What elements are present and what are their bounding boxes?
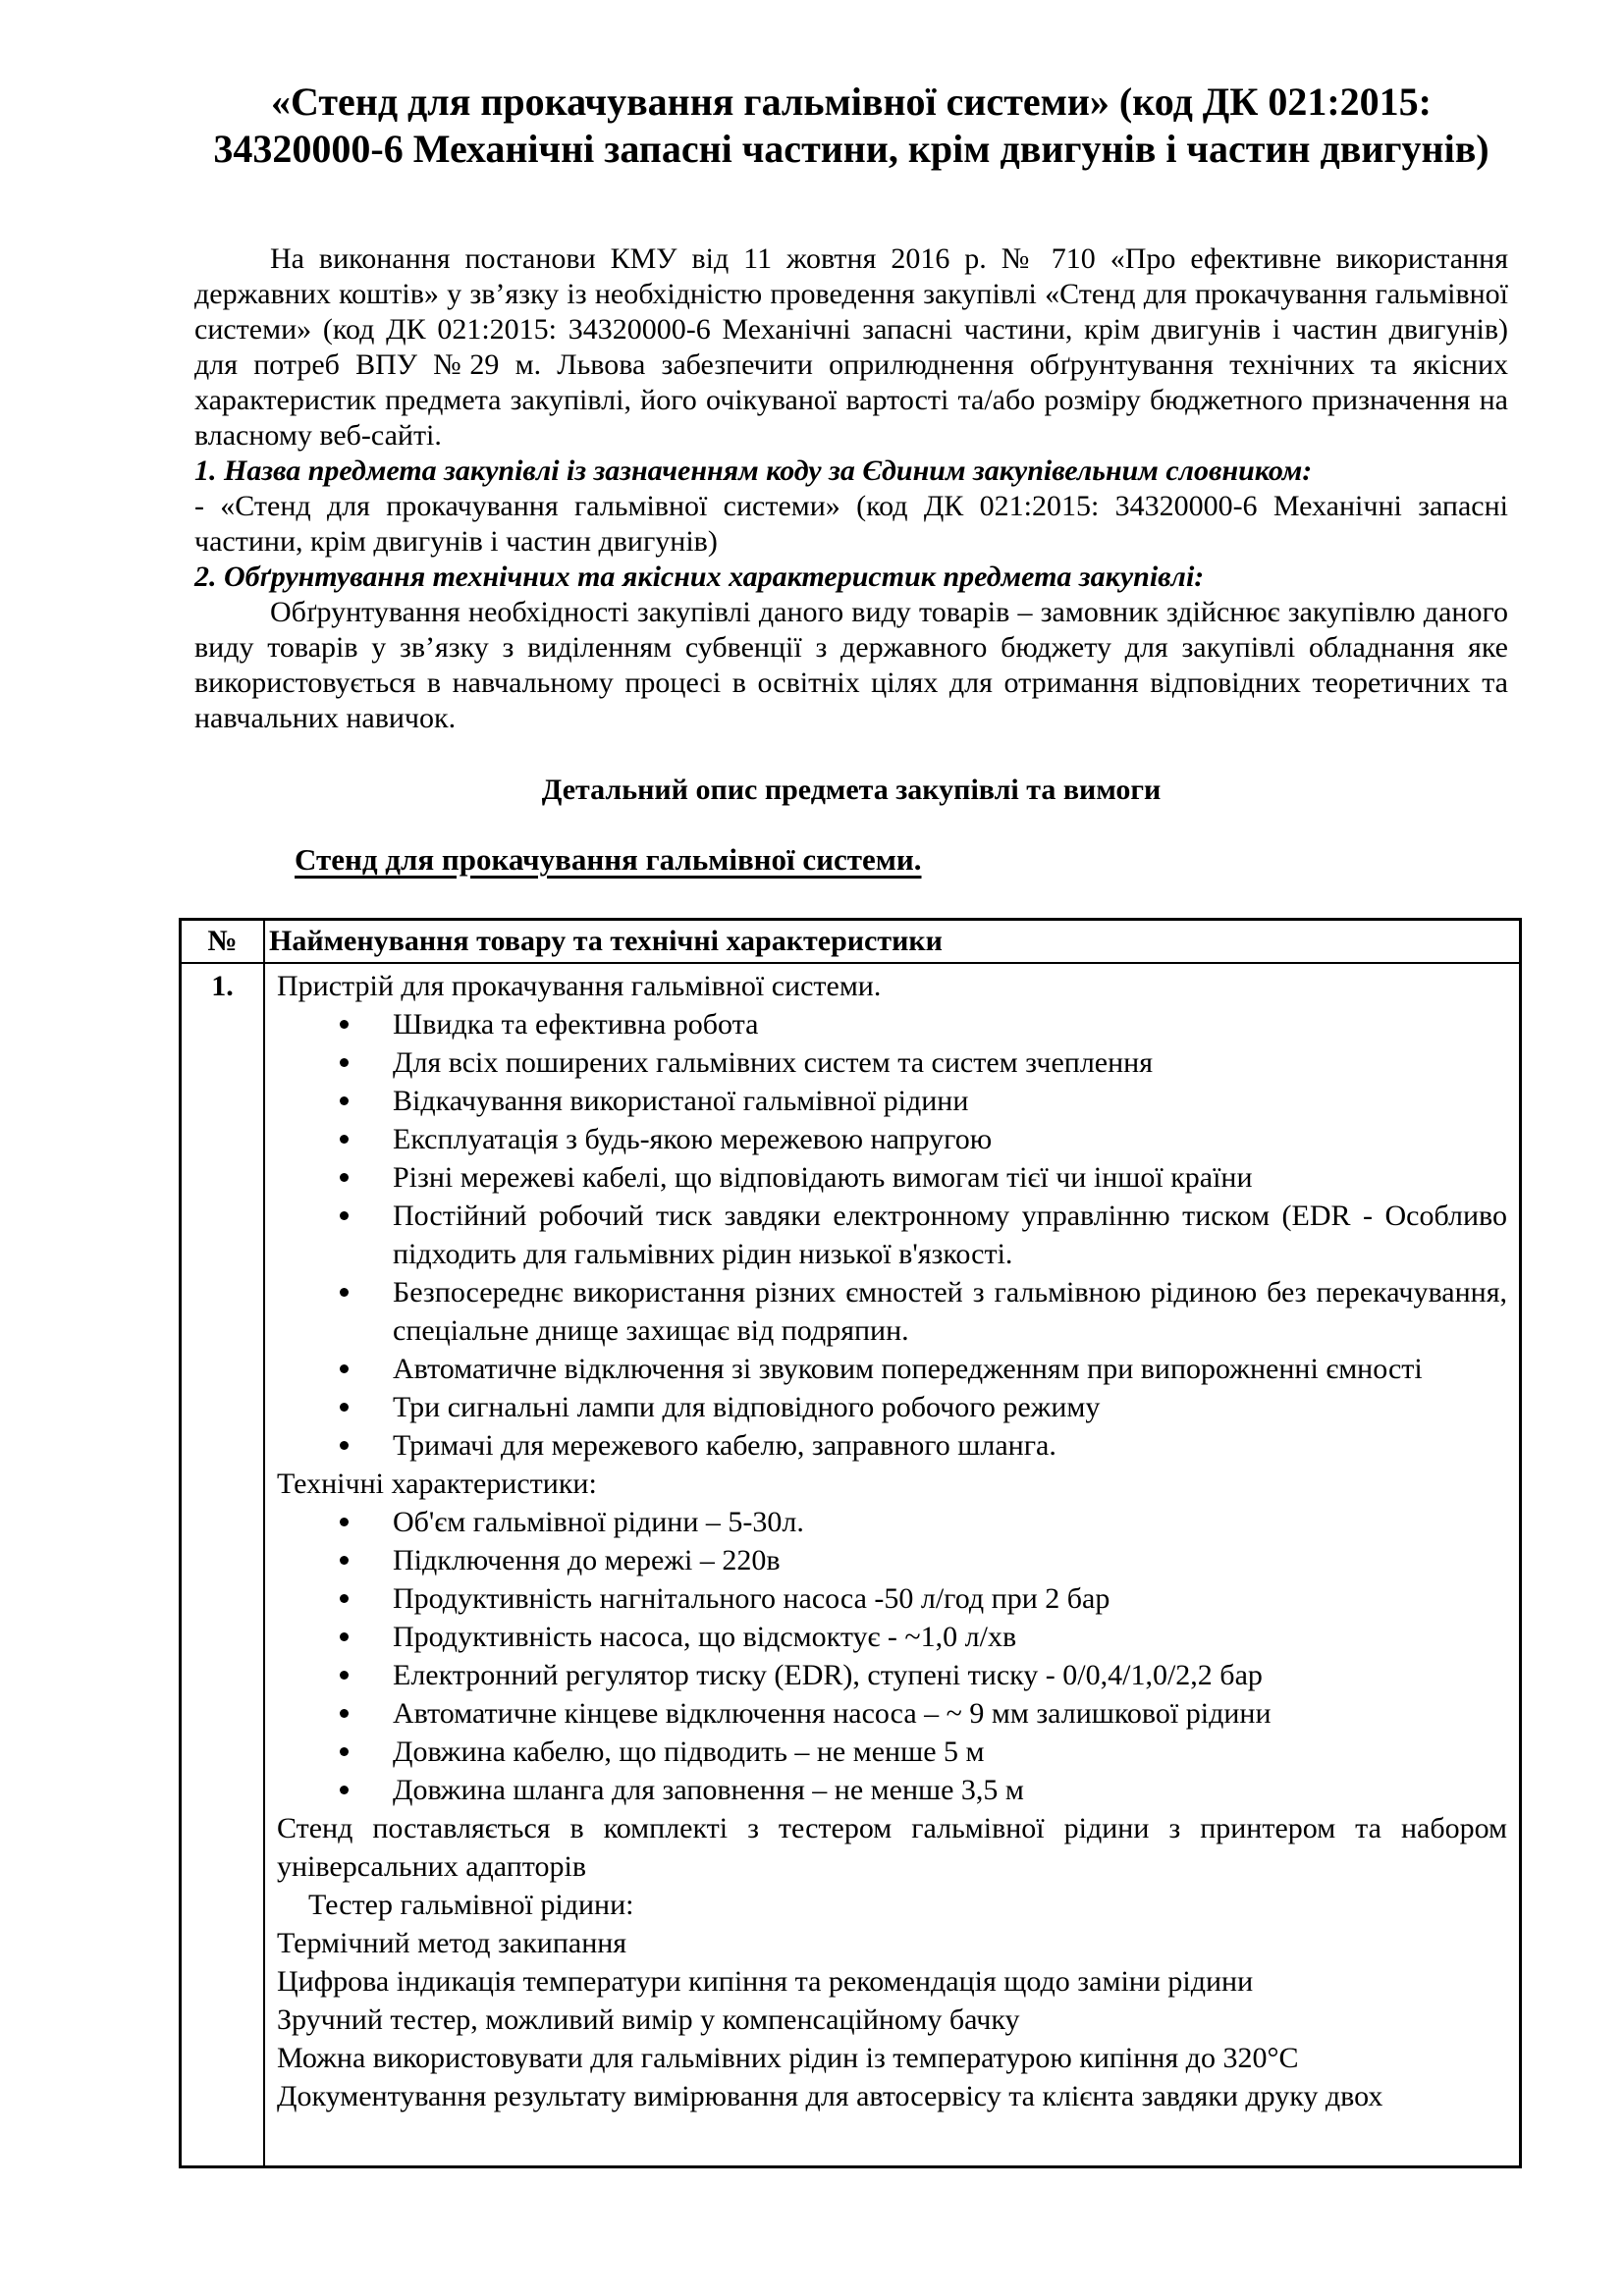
feature-item [277, 1388, 1507, 1426]
row-number-cell: 1. [181, 963, 265, 2167]
spec-item-text: Електронний регулятор тиску (EDR), ступені тиску - 0/0,4/1,0/2,2 бар [393, 1659, 1263, 1691]
bullet-icon [340, 1594, 349, 1603]
feature-item-text: Для всіх поширених гальмівних систем та систем зчеплення [393, 1046, 1154, 1079]
column-header-name: Найменування товару та технічні характеристики [264, 920, 1521, 964]
feature-item [277, 1197, 1507, 1273]
spec-item [277, 1579, 1507, 1618]
tester-line: Документування результату вимірювання для автосервісу та клієнта завдяки друку двох [277, 2080, 1383, 2112]
spec-item [277, 1694, 1507, 1733]
document-title-line2: 34320000-6 Механічні запасні частини, крім двигунів і частин двигунів) [213, 127, 1489, 171]
spec-item [277, 1618, 1507, 1656]
feature-item-text: Постійний робочий тиск завдяки електронному управлінню тиском (EDR - Особливо підходить для гальмівних рідин низької в'язкості. [393, 1200, 1507, 1270]
bullet-icon [340, 1403, 349, 1412]
feature-item-text: Безпосереднє використання різних ємностей з гальмівною рідиною без перекачування, спеціальне днище захищає від подряпин. [393, 1276, 1507, 1347]
bullet-icon [340, 1441, 349, 1450]
feature-item [277, 1120, 1507, 1158]
bullet-icon [340, 1556, 349, 1565]
feature-item [277, 1005, 1507, 1043]
spec-item-text: Підключення до мережі – 220в [393, 1544, 781, 1576]
spec-item [277, 1656, 1507, 1694]
bullet-icon [340, 1518, 349, 1526]
spec-list [277, 1503, 1507, 1809]
bullet-icon [340, 1364, 349, 1373]
column-header-number: № [181, 920, 265, 964]
spec-item-text: Об'єм гальмівної рідини – 5-30л. [393, 1506, 804, 1538]
spec-item-text: Продуктивність нагнітального насоса -50 л/год при 2 бар [393, 1582, 1110, 1615]
feature-item-text: Швидка та ефективна робота [393, 1008, 759, 1041]
spec-item [277, 1771, 1507, 1809]
kit-note: Стенд поставляється в комплекті з тестером гальмівної рідини з принтером та набором універсальних адапторів [277, 1812, 1507, 1883]
bullet-icon [340, 1096, 349, 1105]
bullet-icon [340, 1671, 349, 1680]
bullet-icon [340, 1020, 349, 1029]
spec-table-header-row [181, 920, 1521, 964]
spec-item-text: Продуктивність насоса, що відсмоктує - ~1,0 л/хв [393, 1621, 1017, 1653]
feature-item-text: Три сигнальні лампи для відповідного робочого режиму [393, 1391, 1101, 1423]
feature-item-text: Тримачі для мережевого кабелю, заправного шланга. [393, 1429, 1056, 1462]
feature-item [277, 1082, 1507, 1120]
bullet-icon [340, 1632, 349, 1641]
bullet-icon [340, 1058, 349, 1067]
spec-item-text: Автоматичне кінцеве відключення насоса – ~ 9 мм залишкової рідини [393, 1697, 1272, 1730]
bullet-icon [340, 1211, 349, 1220]
feature-item-text: Відкачування використаної гальмівної рідини [393, 1085, 969, 1117]
feature-item [277, 1158, 1507, 1197]
tester-line: Термічний метод закипання [277, 1927, 627, 1959]
table-row [181, 963, 1521, 2167]
spec-item-text: Довжина кабелю, що підводить – не менше 5 м [393, 1735, 985, 1768]
spec-table [179, 918, 1522, 2168]
section2-body: Обґрунтування необхідності закупівлі даного виду товарів – замовник здійснює закупівлю даного виду товарів у зв’язку з виділенням субвенції з державного бюджету для закупівлі обладнання яке використовується в навчальному процесі в освітніх цілях для отримання відповідних теоретичних та навчальних навичок. [194, 596, 1508, 734]
spec-item [277, 1503, 1507, 1541]
tester-label: Тестер гальмівної рідини: [308, 1889, 634, 1921]
feature-item-text: Автоматичне відключення зі звуковим попередженням при випорожненні ємності [393, 1353, 1423, 1385]
spec-item [277, 1541, 1507, 1579]
tester-line: Зручний тестер, можливий вимір у компенсаційному бачку [277, 2003, 1020, 2036]
bullet-icon [340, 1173, 349, 1182]
spec-item [277, 1733, 1507, 1771]
section1-body: - «Стенд для прокачування гальмівної системи» (код ДК 021:2015: 34320000-6 Механічні запасні частини, крім двигунів і частин двигунів) [194, 490, 1508, 558]
bullet-icon [340, 1709, 349, 1718]
bullet-icon [340, 1747, 349, 1756]
feature-item-text: Різні мережеві кабелі, що відповідають вимогам тієї чи іншої країни [393, 1161, 1253, 1194]
tester-line: Цифрова індикація температури кипіння та рекомендація щодо заміни рідини [277, 1965, 1254, 1998]
feature-list [277, 1005, 1507, 1465]
row-content [265, 964, 1519, 2165]
feature-item [277, 1350, 1507, 1388]
feature-item-text: Експлуатація з будь-якою мережевою напругою [393, 1123, 993, 1155]
row-content-cell [264, 963, 1521, 2167]
section1-heading: 1. Назва предмета закупівлі із зазначенням коду за Єдиним закупівельним словником: [194, 454, 1313, 487]
stand-section-heading: Стенд для прокачування гальмівної системи. [295, 842, 922, 877]
feature-item [277, 1426, 1507, 1465]
document-title [194, 79, 1508, 173]
section2-heading: 2. Обґрунтування технічних та якісних характеристик предмета закупівлі: [194, 561, 1205, 593]
intro-paragraph: На виконання постанови КМУ від 11 жовтня 2016 р. № 710 «Про ефективне використання державних коштів» у зв’язку із необхідністю проведення закупівлі «Стенд для прокачування гальмівної системи» (код ДК 021:2015: 34320000-6 Механічні запасні частини, крім двигунів і частин двигунів) для потреб ВПУ №29 м. Львова забезпечити оприлюднення обґрунтування технічних та якісних характеристик предмета закупівлі, його очікуваної вартості та/або розміру бюджетного призначення на власному веб-сайті. [194, 242, 1508, 452]
detail-description-heading: Детальний опис предмета закупівлі та вимоги [541, 774, 1162, 806]
feature-item [277, 1043, 1507, 1082]
row-title: Пристрій для прокачування гальмівної системи. [277, 970, 882, 1002]
bullet-icon [340, 1135, 349, 1144]
feature-item [277, 1273, 1507, 1350]
bullet-icon [340, 1288, 349, 1297]
tech-specs-label: Технічні характеристики: [277, 1468, 597, 1500]
tester-line: Можна використовувати для гальмівних рідин із температурою кипіння до 320°С [277, 2042, 1299, 2074]
spec-item-text: Довжина шланга для заповнення – не менше 3,5 м [393, 1774, 1024, 1806]
bullet-icon [340, 1786, 349, 1794]
document-title-line1: «Стенд для прокачування гальмівної системи» (код ДК 021:2015: [271, 80, 1432, 124]
